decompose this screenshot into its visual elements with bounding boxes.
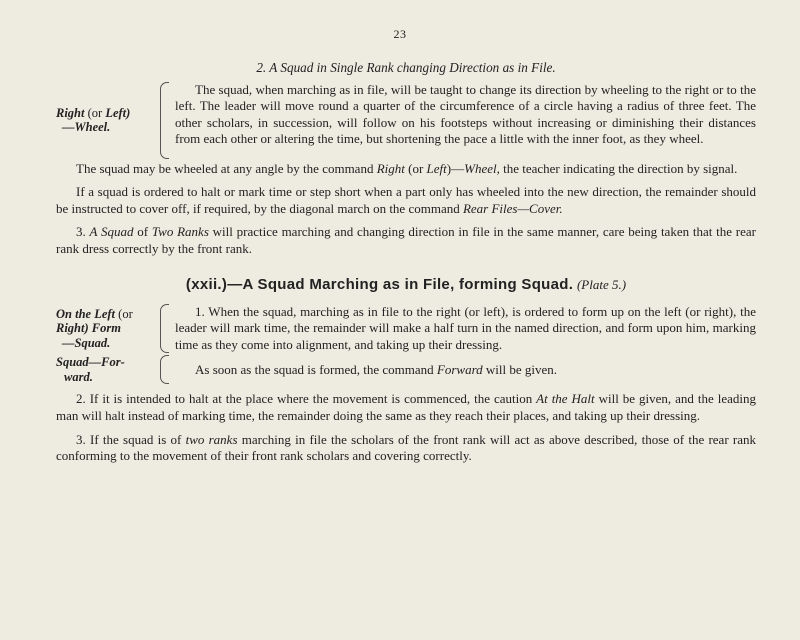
section-heading-squad-single-rank: 2. A Squad in Single Rank changing Direction as in File. [256,60,556,75]
page-body [56,60,756,465]
margin-note-block-forward [56,355,756,384]
paragraph-wheel: The squad, when marching as in file, will be taught to change its direction by wheeling to the right or to the left. The leader will move round a quarter of the circumference of a circle having a radius of three feet. The other scholars, in succession, will follow on his footsteps without increasing or diminishing their distances from each other or altering the time, but shortening the pace a little with the inner foot, as they wheel. [175,81,756,147]
side-note-right: Right [56,105,85,120]
paragraph-two-ranks: 3. A Squad of Two Ranks will practice marching and changing direction in file in the same manner, care being taken that the rear rank dress correctly by the front rank. [56,224,756,256]
paragraph-two-ranks-file: 3. If the squad is of two ranks marching in file the scholars of the front rank will act as above described, those of the rear rank conforming to the movement of their front rank scholars and covering correctly. [56,431,757,464]
side-note-wheel [56,82,160,159]
brace [160,355,169,384]
paragraph-wheel-angle: The squad may be wheeled at any angle by the command Right (or Left)—Wheel, the teacher indicating the direction by signal. [76,160,738,176]
side-note-wheel-word: —Wheel. [62,120,111,135]
page-number: 23 [393,27,407,41]
margin-note-block-wheel [56,82,756,159]
section-heading-xxii: (xxii.)—A Squad Marching as in File, forming Squad. (Plate 5.) [185,275,627,293]
side-note-forward: Squad—For- ward. [56,355,125,384]
margin-note-block-form-squad [56,304,756,354]
side-note-form-squad: On the Left (or Right) Form —Squad. [56,306,133,350]
paragraph-rear-files: If a squad is ordered to halt or mark time or step short when a part only has wheeled into the new direction, the remainder should be instructed to cover off, if required, by the diagonal march on the command Rear Files—Cover. [56,184,756,216]
brace [160,304,169,354]
side-note-or: (or [87,105,103,120]
brace [160,82,169,159]
paragraph-forward: As soon as the squad is formed, the command Forward will be given. [195,361,558,377]
paragraph-form-squad: 1. When the squad, marching as in file to the right (or left), is ordered to form up on the left (or right), the leader will mark time, the remainder will make a half turn in the named direction, and form upon him, marking time as they come into alignment, and taking up their dressing. [175,303,756,352]
side-note-left: Left) [105,105,131,120]
plate-reference: (Plate 5.) [576,276,627,292]
paragraph-halt: 2. If it is intended to halt at the place where the movement is commenced, the caution At the Halt will be given, and the leading man will halt instead of marking time, the remainder doing the same as they reach their places, and taking up their dressing. [56,391,756,423]
